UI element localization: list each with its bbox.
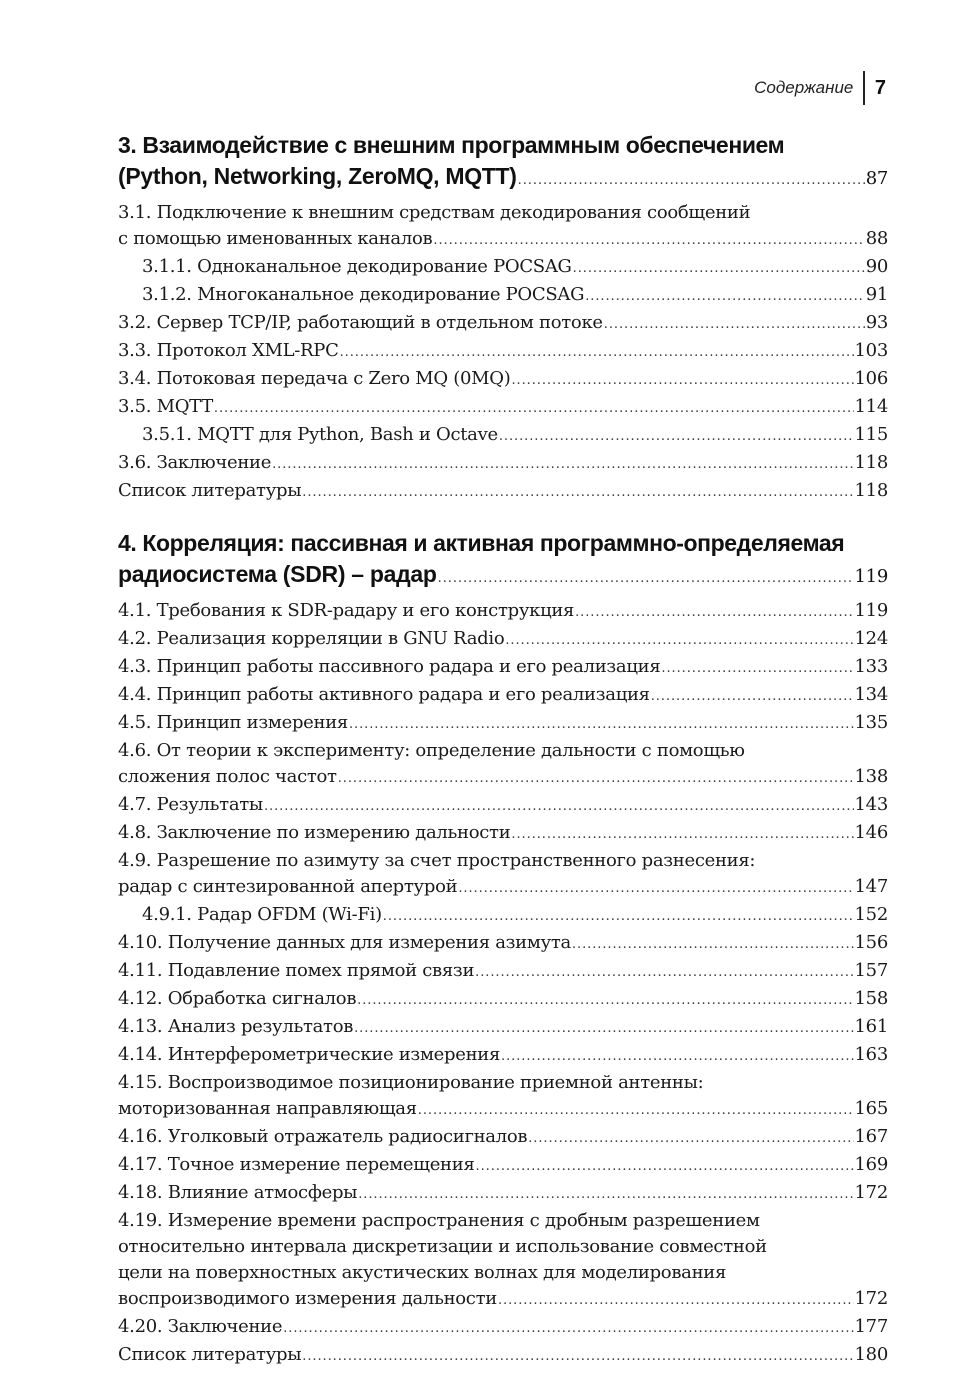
toc-entry-text-line: 3.1. Подключение к внешним средствам декодирования сообщений — [118, 202, 751, 223]
toc-entry-4-8[interactable] — [118, 820, 888, 848]
toc-entry-4-9[interactable] — [118, 848, 888, 902]
toc-entry-4-references[interactable] — [118, 1342, 888, 1370]
chapter-4-heading[interactable] — [118, 528, 888, 594]
toc-entry-page: 90 — [865, 256, 888, 277]
toc-entry-page: 119 — [854, 600, 888, 621]
toc-entry-page: 172 — [854, 1288, 888, 1309]
toc-entry-page: 167 — [854, 1126, 888, 1147]
chapter-3-entries — [118, 200, 888, 506]
toc-entry-text: воспроизводимого измерения дальности — [118, 1288, 497, 1309]
dot-leader — [661, 656, 853, 682]
toc-entry-4-12[interactable] — [118, 986, 888, 1014]
toc-entry-page: 143 — [854, 794, 888, 815]
toc-entry-4-3[interactable] — [118, 654, 888, 682]
dot-leader — [433, 228, 864, 254]
dot-leader — [498, 1288, 854, 1314]
toc-entry-page: 103 — [854, 340, 888, 361]
dot-leader — [358, 1182, 853, 1208]
toc-entry-3-2[interactable] — [118, 310, 888, 338]
toc-entry-page: 180 — [854, 1344, 888, 1365]
toc-entry-text-line: цели на поверхностных акустических волнах для моделирования — [118, 1262, 727, 1283]
toc-entry-page: 146 — [854, 822, 888, 843]
toc-entry-page: 93 — [865, 312, 888, 333]
toc-entry-text: сложения полос частот — [118, 766, 337, 787]
toc-entry-3-3[interactable] — [118, 338, 888, 366]
toc-entry-3-5-1[interactable] — [118, 422, 888, 450]
toc-entry-text: 3.3. Протокол XML-RPC — [118, 340, 339, 361]
chapter-3-page: 87 — [865, 168, 888, 189]
dot-leader — [475, 960, 853, 986]
chapter-3-heading[interactable] — [118, 130, 888, 196]
dot-leader — [651, 684, 854, 710]
toc-entry-text: 3.1.2. Многоканальное декодирование POCSAG — [142, 284, 585, 305]
toc-entry-text: 4.3. Принцип работы пассивного радара и его реализация — [118, 656, 661, 677]
toc-entry-text: 4.2. Реализация корреляции в GNU Radio — [118, 628, 505, 649]
toc-entry-4-2[interactable] — [118, 626, 888, 654]
toc-entry-text: 4.20. Заключение — [118, 1316, 283, 1337]
dot-leader — [302, 480, 853, 506]
toc-entry-page: 169 — [854, 1154, 888, 1175]
dot-leader — [302, 1344, 853, 1370]
dot-leader — [511, 822, 853, 848]
toc-entry-text: 4.1. Требования к SDR-радару и его конструкция — [118, 600, 575, 621]
toc-entry-text: 3.4. Потоковая передача с Zero MQ (0MQ) — [118, 368, 511, 389]
toc-entry-text: 4.9.1. Радар OFDM (Wi-Fi) — [142, 904, 382, 925]
toc-entry-text-line: 4.9. Разрешение по азимуту за счет пространственного разнесения: — [118, 850, 756, 871]
chapter-3-title-row — [118, 161, 888, 196]
toc-entry-text: 4.14. Интерферометрические измерения — [118, 1044, 501, 1065]
toc-entry-page: 138 — [854, 766, 888, 787]
toc-entry-4-13[interactable] — [118, 1014, 888, 1042]
toc-entry-3-1-2[interactable] — [118, 282, 888, 310]
toc-entry-4-1[interactable] — [118, 598, 888, 626]
toc-entry-text: радар с синтезированной апертурой — [118, 876, 458, 897]
dot-leader — [264, 794, 854, 820]
toc-entry-4-17[interactable] — [118, 1152, 888, 1180]
toc-entry-page: 158 — [854, 988, 888, 1009]
toc-entry-text: 4.5. Принцип измерения — [118, 712, 348, 733]
toc-entry-text-line: 4.15. Воспроизводимое позиционирование приемной антенны: — [118, 1072, 704, 1093]
toc-entry-page: 172 — [854, 1182, 888, 1203]
page-number: 7 — [874, 76, 886, 99]
chapter-4-title-line1: 4. Корреляция: пассивная и активная программно-определяемая — [118, 530, 845, 556]
toc-entry-page: 165 — [854, 1098, 888, 1119]
toc-entry-text-line: 4.6. От теории к эксперименту: определение дальности с помощью — [118, 740, 745, 761]
chapter-4-title-line2: радиосистема (SDR) – радар — [118, 561, 437, 587]
toc-entry-text: 3.2. Сервер TCP/IP, работающий в отдельном потоке — [118, 312, 603, 333]
dot-leader — [518, 165, 865, 196]
toc-entry-3-1-1[interactable] — [118, 254, 888, 282]
toc-entry-page: 163 — [854, 1044, 888, 1065]
toc-entry-3-6[interactable] — [118, 450, 888, 478]
chapter-4-entries — [118, 598, 888, 1370]
dot-leader — [499, 424, 854, 450]
toc-entry-text: 3.5.1. MQTT для Python, Bash и Octave — [142, 424, 498, 445]
toc-entry-text: моторизованная направляющая — [118, 1098, 417, 1119]
toc-entry-page: 118 — [854, 480, 888, 501]
dot-leader — [575, 600, 853, 626]
toc-entry-page: 157 — [854, 960, 888, 981]
toc-entry-text: 3.6. Заключение — [118, 452, 272, 473]
dot-leader — [476, 1154, 854, 1180]
dot-leader — [458, 876, 853, 902]
dot-leader — [573, 256, 865, 282]
toc-entry-page: 106 — [854, 368, 888, 389]
dot-leader — [501, 1044, 854, 1070]
toc-entry-page: 114 — [854, 396, 888, 417]
dot-leader — [505, 628, 853, 654]
toc-entry-4-11[interactable] — [118, 958, 888, 986]
dot-leader — [528, 1126, 853, 1152]
dot-leader — [214, 396, 854, 422]
toc-entry-4-5[interactable] — [118, 710, 888, 738]
toc-entry-text: с помощью именованных каналов — [118, 228, 433, 249]
toc-entry-page: 156 — [854, 932, 888, 953]
toc-entry-text: 4.7. Результаты — [118, 794, 263, 815]
toc-entry-text: Список литературы — [118, 480, 302, 501]
toc-entry-page: 177 — [854, 1316, 888, 1337]
dot-leader — [604, 312, 865, 338]
table-of-contents — [118, 130, 888, 1392]
toc-entry-text: Список литературы — [118, 1344, 302, 1365]
chapter-4-title-row — [118, 559, 888, 594]
toc-entry-page: 91 — [865, 284, 888, 305]
toc-entry-4-7[interactable] — [118, 792, 888, 820]
dot-leader — [572, 932, 854, 958]
toc-entry-4-15[interactable] — [118, 1070, 888, 1124]
chapter-3-title-line1: 3. Взаимодействие с внешним программным обеспечением — [118, 132, 785, 158]
toc-entry-page: 135 — [854, 712, 888, 733]
toc-entry-page: 88 — [865, 228, 888, 249]
toc-entry-text: 4.4. Принцип работы активного радара и его реализация — [118, 684, 650, 705]
toc-entry-text: 4.18. Влияние атмосферы — [118, 1182, 358, 1203]
dot-leader — [418, 1098, 854, 1124]
dot-leader — [349, 712, 854, 738]
toc-entry-page: 124 — [854, 628, 888, 649]
dot-leader — [511, 368, 853, 394]
dot-leader — [383, 904, 854, 930]
toc-entry-3-references[interactable] — [118, 478, 888, 506]
toc-entry-text: 4.11. Подавление помех прямой связи — [118, 960, 475, 981]
dot-leader — [357, 988, 853, 1014]
toc-entry-4-18[interactable] — [118, 1180, 888, 1208]
toc-entry-text: 4.10. Получение данных для измерения азимута — [118, 932, 571, 953]
toc-entry-text-line: относительно интервала дискретизации и использование совместной — [118, 1236, 767, 1257]
toc-entry-3-5[interactable] — [118, 394, 888, 422]
toc-entry-text: 4.12. Обработка сигналов — [118, 988, 357, 1009]
dot-leader — [272, 452, 853, 478]
toc-entry-text: 3.5. MQTT — [118, 396, 213, 417]
running-header — [754, 70, 886, 106]
toc-entry-3-1[interactable] — [118, 200, 888, 254]
toc-entry-4-20[interactable] — [118, 1314, 888, 1342]
toc-entry-3-4[interactable] — [118, 366, 888, 394]
toc-entry-4-14[interactable] — [118, 1042, 888, 1070]
toc-entry-4-10[interactable] — [118, 930, 888, 958]
chapter-4-page: 119 — [854, 566, 888, 587]
toc-entry-text: 4.13. Анализ результатов — [118, 1016, 354, 1037]
dot-leader — [354, 1016, 853, 1042]
running-header-title: Содержание — [754, 78, 854, 97]
toc-entry-4-16[interactable] — [118, 1124, 888, 1152]
chapter-3 — [118, 130, 888, 506]
toc-entry-page: 115 — [854, 424, 888, 445]
dot-leader — [338, 766, 854, 792]
toc-entry-text: 3.1.1. Одноканальное декодирование POCSAG — [142, 256, 572, 277]
toc-entry-text: 4.17. Точное измерение перемещения — [118, 1154, 475, 1175]
toc-entry-text: 4.8. Заключение по измерению дальности — [118, 822, 511, 843]
dot-leader — [283, 1316, 853, 1342]
toc-entry-4-6[interactable] — [118, 738, 888, 792]
toc-entry-page: 118 — [854, 452, 888, 473]
chapter-4 — [118, 528, 888, 1370]
toc-entry-page: 134 — [854, 684, 888, 705]
toc-entry-page: 133 — [854, 656, 888, 677]
toc-entry-page: 147 — [854, 876, 888, 897]
toc-entry-page: 161 — [854, 1016, 888, 1037]
toc-entry-page: 152 — [854, 904, 888, 925]
toc-entry-4-4[interactable] — [118, 682, 888, 710]
dot-leader — [438, 563, 854, 594]
dot-leader — [585, 284, 865, 310]
toc-entry-4-19[interactable] — [118, 1208, 888, 1314]
chapter-3-title-line2: (Python, Networking, ZeroMQ, MQTT) — [118, 163, 517, 189]
dot-leader — [340, 340, 854, 366]
toc-entry-4-9-1[interactable] — [118, 902, 888, 930]
toc-entry-text-line: 4.19. Измерение времени распространения с дробным разрешением — [118, 1210, 760, 1231]
toc-entry-text: 4.16. Уголковый отражатель радиосигналов — [118, 1126, 528, 1147]
